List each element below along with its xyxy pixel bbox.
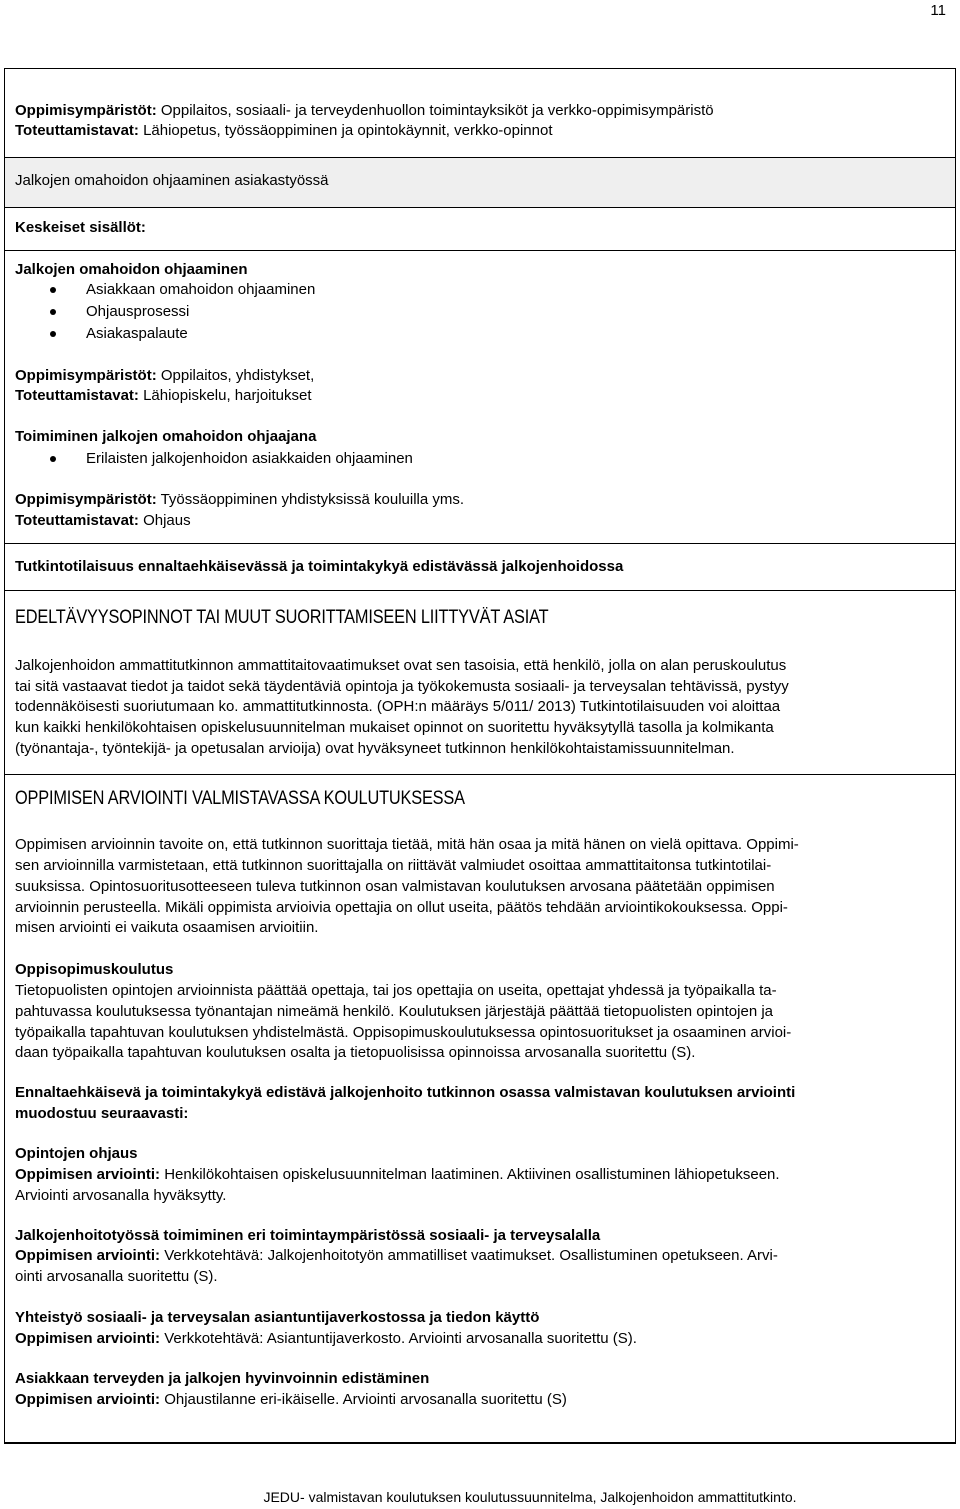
apprenticeship-paragraph-line: daan työpaikalla tapahtuvan koulutuksen osalta ja tietopuolisissa opinnoissa arvosanalla suoritettu (S). — [15, 1044, 696, 1061]
eval-item-text: Oppimisen arviointi: Ohjaustilanne eri-ikäiselle. Arviointi arvosanalla suoritettu (S) — [15, 1391, 567, 1408]
apprenticeship-heading: Oppisopimuskoulutus — [15, 961, 174, 978]
summary-heading-line: Ennaltaehkäisevä ja toimintakykyä edistävä jalkojenhoito tutkinnon osassa valmistavan koulutuksen arviointi — [15, 1084, 796, 1101]
page-footer: JEDU- valmistavan koulutuksen koulutussuunnitelma, Jalkojenhoidon ammattitutkinto. — [263, 1489, 797, 1505]
apprenticeship-paragraph-line: Tietopuolisten opintojen arvioinnista päättää opettaja, tai jos opettajia on useita, opettajat yhdessä ja työpaikalla ta- — [15, 982, 777, 999]
module-title: Jalkojen omahoidon ohjaaminen asiakastyössä — [15, 172, 329, 189]
page-number: 11 — [930, 2, 946, 19]
module-title-row — [5, 157, 955, 208]
section2-implementation: Toteuttamistavat: Ohjaus — [15, 512, 191, 529]
section2-bullet: Erilaisten jalkojenhoidon asiakkaiden ohjaaminen — [86, 450, 413, 467]
eval-item-text: ointi arvosanalla suoritettu (S). — [15, 1268, 218, 1285]
section1-implementation: Toteuttamistavat: Lähiopiskelu, harjoitukset — [15, 387, 312, 404]
apprenticeship-paragraph-line: työpaikalla tapahtuvan koulutuksen yhdistelmästä. Oppisopimuskoulutuksessa opintosuoritukset ja osaaminen arvioi- — [15, 1024, 792, 1041]
summary-heading-line: muodostuu seuraavasti: — [15, 1105, 189, 1122]
prior-paragraph-line: kun kaikki henkilökohtaisen opiskelusuunnitelman mukaiset opinnot on suoritettu hyväksytyllä tasolla ja kolmikanta — [15, 719, 774, 736]
section1-bullet: Asiakaspalaute — [86, 325, 188, 342]
eval-item-text: Oppimisen arviointi: Verkkotehtävä: Jalkojenhoitotyön ammatilliset vaatimukset. Osallistuminen opetukseen. Arvi- — [15, 1247, 778, 1264]
evaluation-paragraph-line: arvioinnin perusteella. Mikäli oppimista arvioivia opettajia on ollut useita, päätös tehdään arviointikokouksessa. Oppi- — [15, 899, 788, 916]
eval-item-text: Arviointi arvosanalla hyväksytty. — [15, 1187, 227, 1204]
exam-title: Tutkintotilaisuus ennaltaehkäisevässä ja toimintakykyä edistävässä jalkojenhoidossa — [15, 558, 624, 575]
eval-item-text: Oppimisen arviointi: Verkkotehtävä: Asiantuntijaverkosto. Arviointi arvosanalla suoritettu (S). — [15, 1330, 637, 1347]
evaluation-paragraph-line: Oppimisen arvioinnin tavoite on, että tutkinnon suorittaja tietää, mitä hän osaa ja mitä hänen on vielä opittava. Oppimi- — [15, 836, 799, 853]
apprenticeship-paragraph-line: pahtuvassa koulutuksessa työnantajan nimeämä henkilö. Koulutuksen järjestäjä päättää tietopuolisten opintojen ja — [15, 1003, 773, 1020]
eval-item-title: Yhteistyö sosiaali- ja terveysalan asiantuntijaverkostossa ja tiedon käyttö — [15, 1309, 540, 1326]
bullet-icon — [50, 456, 56, 462]
key-contents-label: Keskeiset sisällöt: — [15, 219, 146, 236]
divider — [5, 590, 955, 591]
eval-item-title: Jalkojenhoitotyössä toimiminen eri toimintaympäristössä sosiaali- ja terveysalalla — [15, 1227, 601, 1244]
bullet-icon — [50, 309, 56, 315]
section1-bullet: Ohjausprosessi — [86, 303, 190, 320]
divider — [5, 543, 955, 544]
evaluation-paragraph-line: suuksissa. Opintosuoritusotteeseen tuleva tutkinnon osan valmistavan koulutuksen arvosana päätetään oppimisen — [15, 878, 775, 895]
environments-line-1: Oppimisympäristöt: Oppilaitos, sosiaali- ja terveydenhuollon toimintayksiköt ja verkko-oppimisympäristö — [15, 102, 714, 119]
prior-paragraph-line: (työnantaja-, työntekijä- ja opetusalan arvioija) ovat hyväksyneet tutkinnon henkilökohtaistamissuunnitelman. — [15, 740, 735, 757]
divider — [5, 250, 955, 251]
bullet-icon — [50, 331, 56, 337]
eval-item-title: Asiakkaan terveyden ja jalkojen hyvinvoinnin edistäminen — [15, 1370, 430, 1387]
section2-heading: Toimiminen jalkojen omahoidon ohjaajana — [15, 428, 317, 445]
implementation-line-1: Toteuttamistavat: Lähiopetus, työssäoppiminen ja opintokäynnit, verkko-opinnot — [15, 122, 553, 139]
prior-paragraph-line: Jalkojenhoidon ammattitutkinnon ammattitaitovaatimukset ovat sen tasoisia, että henkilö, jolla on alan peruskoulutus — [15, 657, 787, 674]
section2-environments: Oppimisympäristöt: Työssäoppiminen yhdistyksissä kouluilla yms. — [15, 491, 465, 508]
section1-bullet: Asiakkaan omahoidon ohjaaminen — [86, 281, 316, 298]
divider — [5, 774, 955, 775]
prior-paragraph-line: tai sitä vastaavat tiedot ja taidot sekä täydentäviä opintoja ja työkokemusta sosiaali- ja terveysalan tehtävissä, pystyy — [15, 678, 789, 695]
bullet-icon — [50, 287, 56, 293]
section1-heading: Jalkojen omahoidon ohjaaminen — [15, 261, 248, 278]
eval-item-title: Opintojen ohjaus — [15, 1145, 138, 1162]
prior-studies-heading: EDELTÄVYYSOPINNOT TAI MUUT SUORITTAMISEEN LIITTYVÄT ASIAT — [15, 607, 549, 628]
evaluation-paragraph-line: sen arvioinnilla varmistetaan, että tutkinnon suorittajalla on riittävät valmiudet osoittaa ammattitaitonsa tutkintotilai- — [15, 857, 772, 874]
evaluation-paragraph-line: misen arviointi ei vaikuta osaamisen arvioitiin. — [15, 919, 319, 936]
section1-environments: Oppimisympäristöt: Oppilaitos, yhdistykset, — [15, 367, 315, 384]
prior-paragraph-line: todennäköisesti suoriutumaan ko. ammattitutkinnosta. (OPH:n määräys 5/011/ 2013) Tutkintotilaisuuden voi aloittaa — [15, 698, 781, 715]
eval-item-text: Oppimisen arviointi: Henkilökohtaisen opiskelusuunnitelman laatiminen. Aktiivinen osallistuminen lähiopetukseen. — [15, 1166, 780, 1183]
evaluation-heading: OPPIMISEN ARVIOINTI VALMISTAVASSA KOULUTUKSESSA — [15, 788, 465, 809]
content-frame — [4, 68, 956, 1444]
